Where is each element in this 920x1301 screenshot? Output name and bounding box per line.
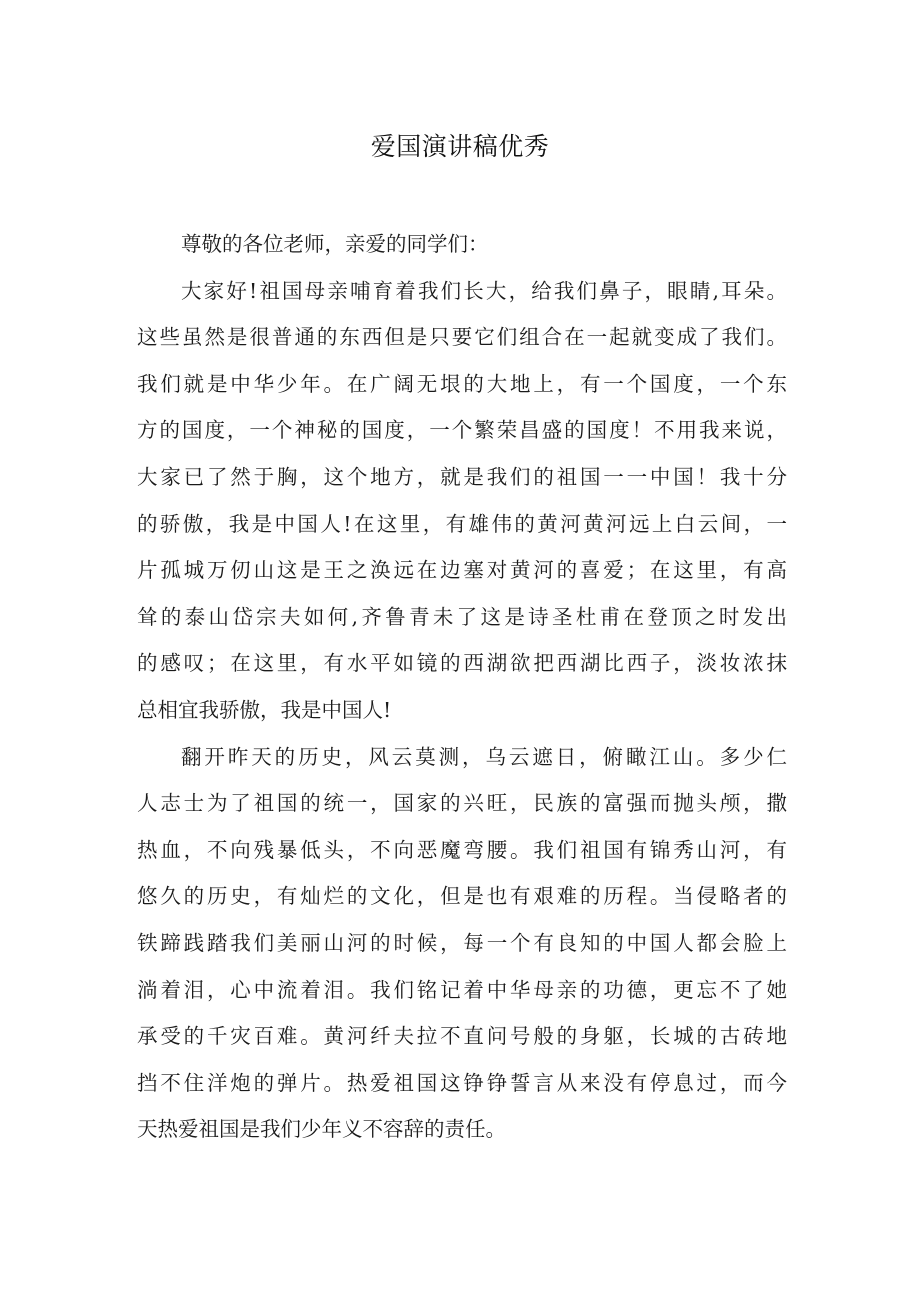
paragraph-line: 大家已了然于胸，这个地方，就是我们的祖国一一中国！我十分: [137, 464, 787, 489]
paragraph-2: [137, 734, 787, 1153]
paragraph-line: 耸的泰山岱宗夫如何,齐鲁青未了这是诗圣杜甫在登顶之时发出: [137, 604, 787, 629]
paragraph-line: 我们就是中华少年。在广阔无垠的大地上，有一个国度，一个东: [137, 371, 787, 396]
paragraph-line: 悠久的历史，有灿烂的文化，但是也有艰难的历程。当侵略者的: [137, 884, 787, 909]
paragraph-line: 承受的千灾百难。黄河纤夫拉不直问号般的身躯，长城的古砖地: [137, 1024, 787, 1049]
paragraph-line: 的感叹；在这里，有水平如镜的西湖欲把西湖比西子，淡妆浓抹: [137, 651, 787, 676]
paragraph-line: 翻开昨天的历史，风云莫测，乌云遮日，俯瞰江山。多少仁: [181, 744, 787, 769]
document-body: [137, 221, 787, 1153]
paragraph-line: 人志士为了祖国的统一，国家的兴旺，民族的富强而抛头颅，撒: [137, 791, 787, 816]
paragraph-line: 淌着泪，心中流着泪。我们铭记着中华母亲的功德，更忘不了她: [137, 977, 787, 1002]
paragraph-line: 铁蹄践踏我们美丽山河的时候，每一个有良知的中国人都会脸上: [137, 930, 787, 955]
paragraph-1: [137, 268, 787, 734]
paragraph-line: 总相宜我骄傲，我是中国人!: [137, 697, 392, 722]
paragraph-line: 大家好!祖国母亲哺育着我们长大，给我们鼻子，眼睛,耳朵。: [181, 278, 787, 303]
paragraph-line: 的骄傲，我是中国人!在这里，有雄伟的黄河黄河远上白云间，一: [137, 511, 787, 536]
paragraph-line: 天热爱祖国是我们少年义不容辞的责任。: [137, 1117, 506, 1142]
salutation-line: 尊敬的各位老师，亲爱的同学们：: [181, 232, 489, 256]
paragraph-line: 这些虽然是很普通的东西但是只要它们组合在一起就变成了我们。: [137, 325, 787, 350]
paragraph-line: 热血，不向残暴低头，不向恶魔弯腰。我们祖国有锦秀山河，有: [137, 837, 787, 862]
paragraph-line: 片孤城万仞山这是王之涣远在边塞对黄河的喜爱；在这里，有高: [137, 558, 787, 583]
paragraph-line: 方的国度，一个神秘的国度，一个繁荣昌盛的国度！不用我来说，: [137, 418, 787, 443]
paragraph-line: 挡不住洋炮的弹片。热爱祖国这铮铮誓言从来没有停息过，而今: [137, 1070, 787, 1095]
document-title: 爱国演讲稿优秀: [370, 132, 550, 161]
